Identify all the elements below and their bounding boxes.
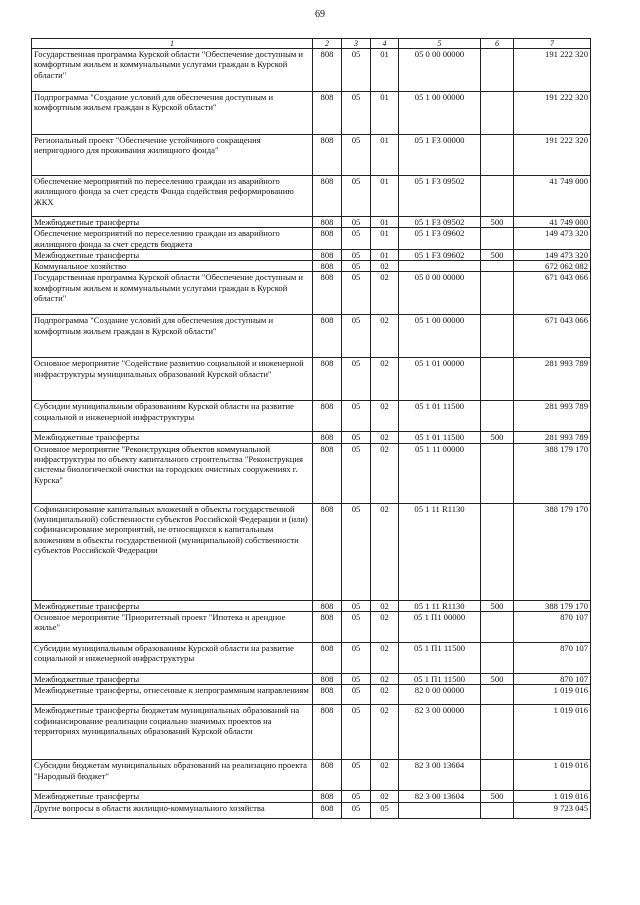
table-row — [32, 228, 591, 250]
expense-type-cell — [481, 760, 514, 791]
expense-type-cell — [481, 92, 514, 135]
row-name-cell: Основное мероприятие "Приоритетный проект "Ипотека и арендное жилье" — [32, 612, 313, 643]
amount-cell: 870 107 — [514, 612, 591, 643]
subsection-cell: 01 — [371, 176, 399, 217]
subsection-cell: 02 — [371, 443, 399, 503]
expense-type-cell: 500 — [481, 432, 514, 443]
section-cell: 05 — [342, 135, 371, 176]
table-row — [32, 217, 591, 228]
expense-type-cell — [481, 135, 514, 176]
subsection-cell: 02 — [371, 432, 399, 443]
table-row — [32, 358, 591, 401]
amount-cell: 281 993 789 — [514, 432, 591, 443]
subsection-cell: 01 — [371, 92, 399, 135]
grbs-code-cell: 808 — [313, 92, 342, 135]
row-name-cell: Региональный проект "Обеспечение устойчивого сокращения непригодного для проживания жилищного фонда" — [32, 135, 313, 176]
expense-type-cell — [481, 228, 514, 250]
row-name-cell: Другие вопросы в области жилищно-коммунального хозяйства — [32, 802, 313, 818]
target-article-cell: 05 1 01 00000 — [399, 358, 481, 401]
column-header: 1 — [32, 39, 313, 49]
amount-cell: 870 107 — [514, 643, 591, 674]
table-row — [32, 443, 591, 503]
table-row — [32, 176, 591, 217]
subsection-cell: 02 — [371, 401, 399, 432]
amount-cell: 281 993 789 — [514, 358, 591, 401]
column-header: 5 — [399, 39, 481, 49]
row-name-cell: Софинансирование капитальных вложений в объекты государственной (муниципальной) собственности субъектов Российской Федерации и (или) софинансирование мероприятий, не относящихся к капитальным вложениям в объекты государственной (муниципальной) собственности субъектов Российской Федерации — [32, 503, 313, 600]
section-cell: 05 — [342, 705, 371, 760]
amount-cell: 671 043 066 — [514, 272, 591, 315]
expense-type-cell: 500 — [481, 791, 514, 802]
section-cell: 05 — [342, 249, 371, 260]
amount-cell: 1 019 016 — [514, 760, 591, 791]
amount-cell: 870 107 — [514, 674, 591, 685]
amount-cell: 191 222 320 — [514, 92, 591, 135]
row-name-cell: Межбюджетные трансферты, отнесенные к непрограммным направлениям — [32, 685, 313, 705]
subsection-cell: 01 — [371, 135, 399, 176]
expense-type-cell — [481, 315, 514, 358]
expense-type-cell — [481, 503, 514, 600]
target-article-cell: 82 3 00 13604 — [399, 791, 481, 802]
section-cell: 05 — [342, 612, 371, 643]
expense-type-cell — [481, 261, 514, 272]
grbs-code-cell: 808 — [313, 760, 342, 791]
section-cell: 05 — [342, 92, 371, 135]
subsection-cell: 02 — [371, 705, 399, 760]
target-article-cell: 05 1 11 R1130 — [399, 503, 481, 600]
section-cell: 05 — [342, 643, 371, 674]
grbs-code-cell: 808 — [313, 432, 342, 443]
grbs-code-cell: 808 — [313, 315, 342, 358]
column-header: 2 — [313, 39, 342, 49]
column-header: 3 — [342, 39, 371, 49]
grbs-code-cell: 808 — [313, 674, 342, 685]
target-article-cell: 05 1 00 00000 — [399, 92, 481, 135]
grbs-code-cell: 808 — [313, 802, 342, 818]
subsection-cell: 02 — [371, 503, 399, 600]
target-article-cell: 05 1 П1 11500 — [399, 643, 481, 674]
amount-cell: 41 749 000 — [514, 176, 591, 217]
grbs-code-cell: 808 — [313, 249, 342, 260]
section-cell: 05 — [342, 674, 371, 685]
subsection-cell: 02 — [371, 358, 399, 401]
budget-table — [31, 38, 591, 819]
amount-cell: 149 473 320 — [514, 249, 591, 260]
grbs-code-cell: 808 — [313, 49, 342, 92]
grbs-code-cell: 808 — [313, 217, 342, 228]
grbs-code-cell: 808 — [313, 705, 342, 760]
grbs-code-cell: 808 — [313, 612, 342, 643]
amount-cell: 1 019 016 — [514, 705, 591, 760]
column-header: 4 — [371, 39, 399, 49]
section-cell: 05 — [342, 503, 371, 600]
table-row — [32, 503, 591, 600]
expense-type-cell — [481, 401, 514, 432]
grbs-code-cell: 808 — [313, 358, 342, 401]
grbs-code-cell: 808 — [313, 685, 342, 705]
section-cell: 05 — [342, 358, 371, 401]
grbs-code-cell: 808 — [313, 135, 342, 176]
expense-type-cell — [481, 358, 514, 401]
target-article-cell: 05 1 01 11500 — [399, 401, 481, 432]
subsection-cell: 02 — [371, 760, 399, 791]
target-article-cell: 05 0 00 00000 — [399, 272, 481, 315]
target-article-cell: 82 3 00 00000 — [399, 705, 481, 760]
grbs-code-cell: 808 — [313, 600, 342, 611]
target-article-cell: 05 1 П1 00000 — [399, 612, 481, 643]
row-name-cell: Субсидии муниципальным образованиям Курской области на развитие социальной и инженерной инфраструктуры — [32, 401, 313, 432]
amount-cell: 191 222 320 — [514, 135, 591, 176]
table-row — [32, 791, 591, 802]
row-name-cell: Обеспечение мероприятий по переселению граждан из аварийного жилищного фонда за счет средств бюджета — [32, 228, 313, 250]
expense-type-cell: 500 — [481, 217, 514, 228]
target-article-cell: 05 1 00 00000 — [399, 315, 481, 358]
expense-type-cell — [481, 443, 514, 503]
table-row — [32, 760, 591, 791]
row-name-cell: Межбюджетные трансферты — [32, 432, 313, 443]
grbs-code-cell: 808 — [313, 401, 342, 432]
row-name-cell: Межбюджетные трансферты — [32, 600, 313, 611]
target-article-cell: 05 1 F3 09502 — [399, 176, 481, 217]
subsection-cell: 02 — [371, 685, 399, 705]
table-row — [32, 674, 591, 685]
target-article-cell: 05 1 F3 09602 — [399, 249, 481, 260]
table-row — [32, 705, 591, 760]
row-name-cell: Основное мероприятие "Содействие развитию социальной и инженерной инфраструктуры муниципальных образований Курской области" — [32, 358, 313, 401]
section-cell: 05 — [342, 432, 371, 443]
row-name-cell: Межбюджетные трансферты — [32, 791, 313, 802]
table-row — [32, 432, 591, 443]
table-row — [32, 315, 591, 358]
subsection-cell: 01 — [371, 249, 399, 260]
row-name-cell: Межбюджетные трансферты — [32, 674, 313, 685]
amount-cell: 9 723 045 — [514, 802, 591, 818]
grbs-code-cell: 808 — [313, 443, 342, 503]
grbs-code-cell: 808 — [313, 503, 342, 600]
amount-cell: 388 179 170 — [514, 443, 591, 503]
expense-type-cell — [481, 705, 514, 760]
target-article-cell: 05 0 00 00000 — [399, 49, 481, 92]
row-name-cell: Государственная программа Курской области "Обеспечение доступным и комфортным жильем и коммунальными услугами граждан в Курской области" — [32, 49, 313, 92]
grbs-code-cell: 808 — [313, 228, 342, 250]
subsection-cell: 02 — [371, 272, 399, 315]
target-article-cell: 05 1 F3 00000 — [399, 135, 481, 176]
table-row — [32, 612, 591, 643]
section-cell: 05 — [342, 261, 371, 272]
subsection-cell: 02 — [371, 315, 399, 358]
section-cell: 05 — [342, 802, 371, 818]
table-row — [32, 600, 591, 611]
row-name-cell: Межбюджетные трансферты бюджетам муниципальных образований на софинансирование реализации социально значимых проектов на территориях муниципальных образований Курской области — [32, 705, 313, 760]
table-row — [32, 92, 591, 135]
subsection-cell: 02 — [371, 674, 399, 685]
expense-type-cell — [481, 49, 514, 92]
subsection-cell: 02 — [371, 643, 399, 674]
subsection-cell: 02 — [371, 261, 399, 272]
table-row — [32, 643, 591, 674]
subsection-cell: 02 — [371, 600, 399, 611]
table-row — [32, 802, 591, 818]
section-cell: 05 — [342, 217, 371, 228]
subsection-cell: 02 — [371, 791, 399, 802]
amount-cell: 672 062 082 — [514, 261, 591, 272]
section-cell: 05 — [342, 760, 371, 791]
section-cell: 05 — [342, 228, 371, 250]
table-row — [32, 401, 591, 432]
subsection-cell: 05 — [371, 802, 399, 818]
subsection-cell: 02 — [371, 612, 399, 643]
target-article-cell: 05 1 F3 09502 — [399, 217, 481, 228]
section-cell: 05 — [342, 791, 371, 802]
section-cell: 05 — [342, 685, 371, 705]
amount-cell: 388 179 170 — [514, 503, 591, 600]
row-name-cell: Подпрограмма "Создание условий для обеспечения доступным и комфортным жильем граждан в Курской области" — [32, 315, 313, 358]
expense-type-cell — [481, 272, 514, 315]
row-name-cell: Межбюджетные трансферты — [32, 217, 313, 228]
subsection-cell: 01 — [371, 228, 399, 250]
table-row — [32, 49, 591, 92]
amount-cell: 671 043 066 — [514, 315, 591, 358]
row-name-cell: Коммунальное хозяйство — [32, 261, 313, 272]
subsection-cell: 01 — [371, 49, 399, 92]
table-row — [32, 135, 591, 176]
amount-cell: 1 019 016 — [514, 685, 591, 705]
column-header: 6 — [481, 39, 514, 49]
target-article-cell — [399, 802, 481, 818]
table-row — [32, 685, 591, 705]
target-article-cell — [399, 261, 481, 272]
target-article-cell: 05 1 11 R1130 — [399, 600, 481, 611]
row-name-cell: Подпрограмма "Создание условий для обеспечения доступным и комфортным жильем граждан в Курской области" — [32, 92, 313, 135]
expense-type-cell: 500 — [481, 249, 514, 260]
amount-cell: 149 473 320 — [514, 228, 591, 250]
expense-type-cell: 500 — [481, 674, 514, 685]
grbs-code-cell: 808 — [313, 272, 342, 315]
column-header: 7 — [514, 39, 591, 49]
section-cell: 05 — [342, 176, 371, 217]
subsection-cell: 01 — [371, 217, 399, 228]
section-cell: 05 — [342, 443, 371, 503]
section-cell: 05 — [342, 49, 371, 92]
table-row — [32, 249, 591, 260]
row-name-cell: Государственная программа Курской области "Обеспечение доступным и комфортным жильем и коммунальными услугами граждан в Курской области" — [32, 272, 313, 315]
table-row — [32, 272, 591, 315]
target-article-cell: 05 1 П1 11500 — [399, 674, 481, 685]
row-name-cell: Основное мероприятие "Реконструкция объектов коммунальной инфраструктуры по объекту капитального строительства "Реконструкция системы биологической очистки на городских очистных сооружениях г. Курска" — [32, 443, 313, 503]
amount-cell: 41 749 000 — [514, 217, 591, 228]
expense-type-cell — [481, 643, 514, 674]
target-article-cell: 82 0 00 00000 — [399, 685, 481, 705]
amount-cell: 281 993 789 — [514, 401, 591, 432]
target-article-cell: 05 1 01 11500 — [399, 432, 481, 443]
expense-type-cell: 500 — [481, 600, 514, 611]
expense-type-cell — [481, 685, 514, 705]
table-row — [32, 261, 591, 272]
grbs-code-cell: 808 — [313, 176, 342, 217]
amount-cell: 191 222 320 — [514, 49, 591, 92]
row-name-cell: Межбюджетные трансферты — [32, 249, 313, 260]
section-cell: 05 — [342, 272, 371, 315]
expense-type-cell — [481, 612, 514, 643]
row-name-cell: Субсидии муниципальным образованиям Курской области на развитие социальной и инженерной инфраструктуры — [32, 643, 313, 674]
grbs-code-cell: 808 — [313, 643, 342, 674]
target-article-cell: 82 3 00 13604 — [399, 760, 481, 791]
expense-type-cell — [481, 802, 514, 818]
target-article-cell: 05 1 11 00000 — [399, 443, 481, 503]
section-cell: 05 — [342, 401, 371, 432]
section-cell: 05 — [342, 315, 371, 358]
grbs-code-cell: 808 — [313, 261, 342, 272]
row-name-cell: Обеспечение мероприятий по переселению граждан из аварийного жилищного фонда за счет средств Фонда содействия реформированию ЖКХ — [32, 176, 313, 217]
target-article-cell: 05 1 F3 09602 — [399, 228, 481, 250]
section-cell: 05 — [342, 600, 371, 611]
expense-type-cell — [481, 176, 514, 217]
column-number-row — [32, 39, 591, 49]
amount-cell: 388 179 170 — [514, 600, 591, 611]
page-number: 69 — [315, 9, 325, 20]
row-name-cell: Субсидии бюджетам муниципальных образований на реализацию проекта "Народный бюджет" — [32, 760, 313, 791]
grbs-code-cell: 808 — [313, 791, 342, 802]
amount-cell: 1 019 016 — [514, 791, 591, 802]
